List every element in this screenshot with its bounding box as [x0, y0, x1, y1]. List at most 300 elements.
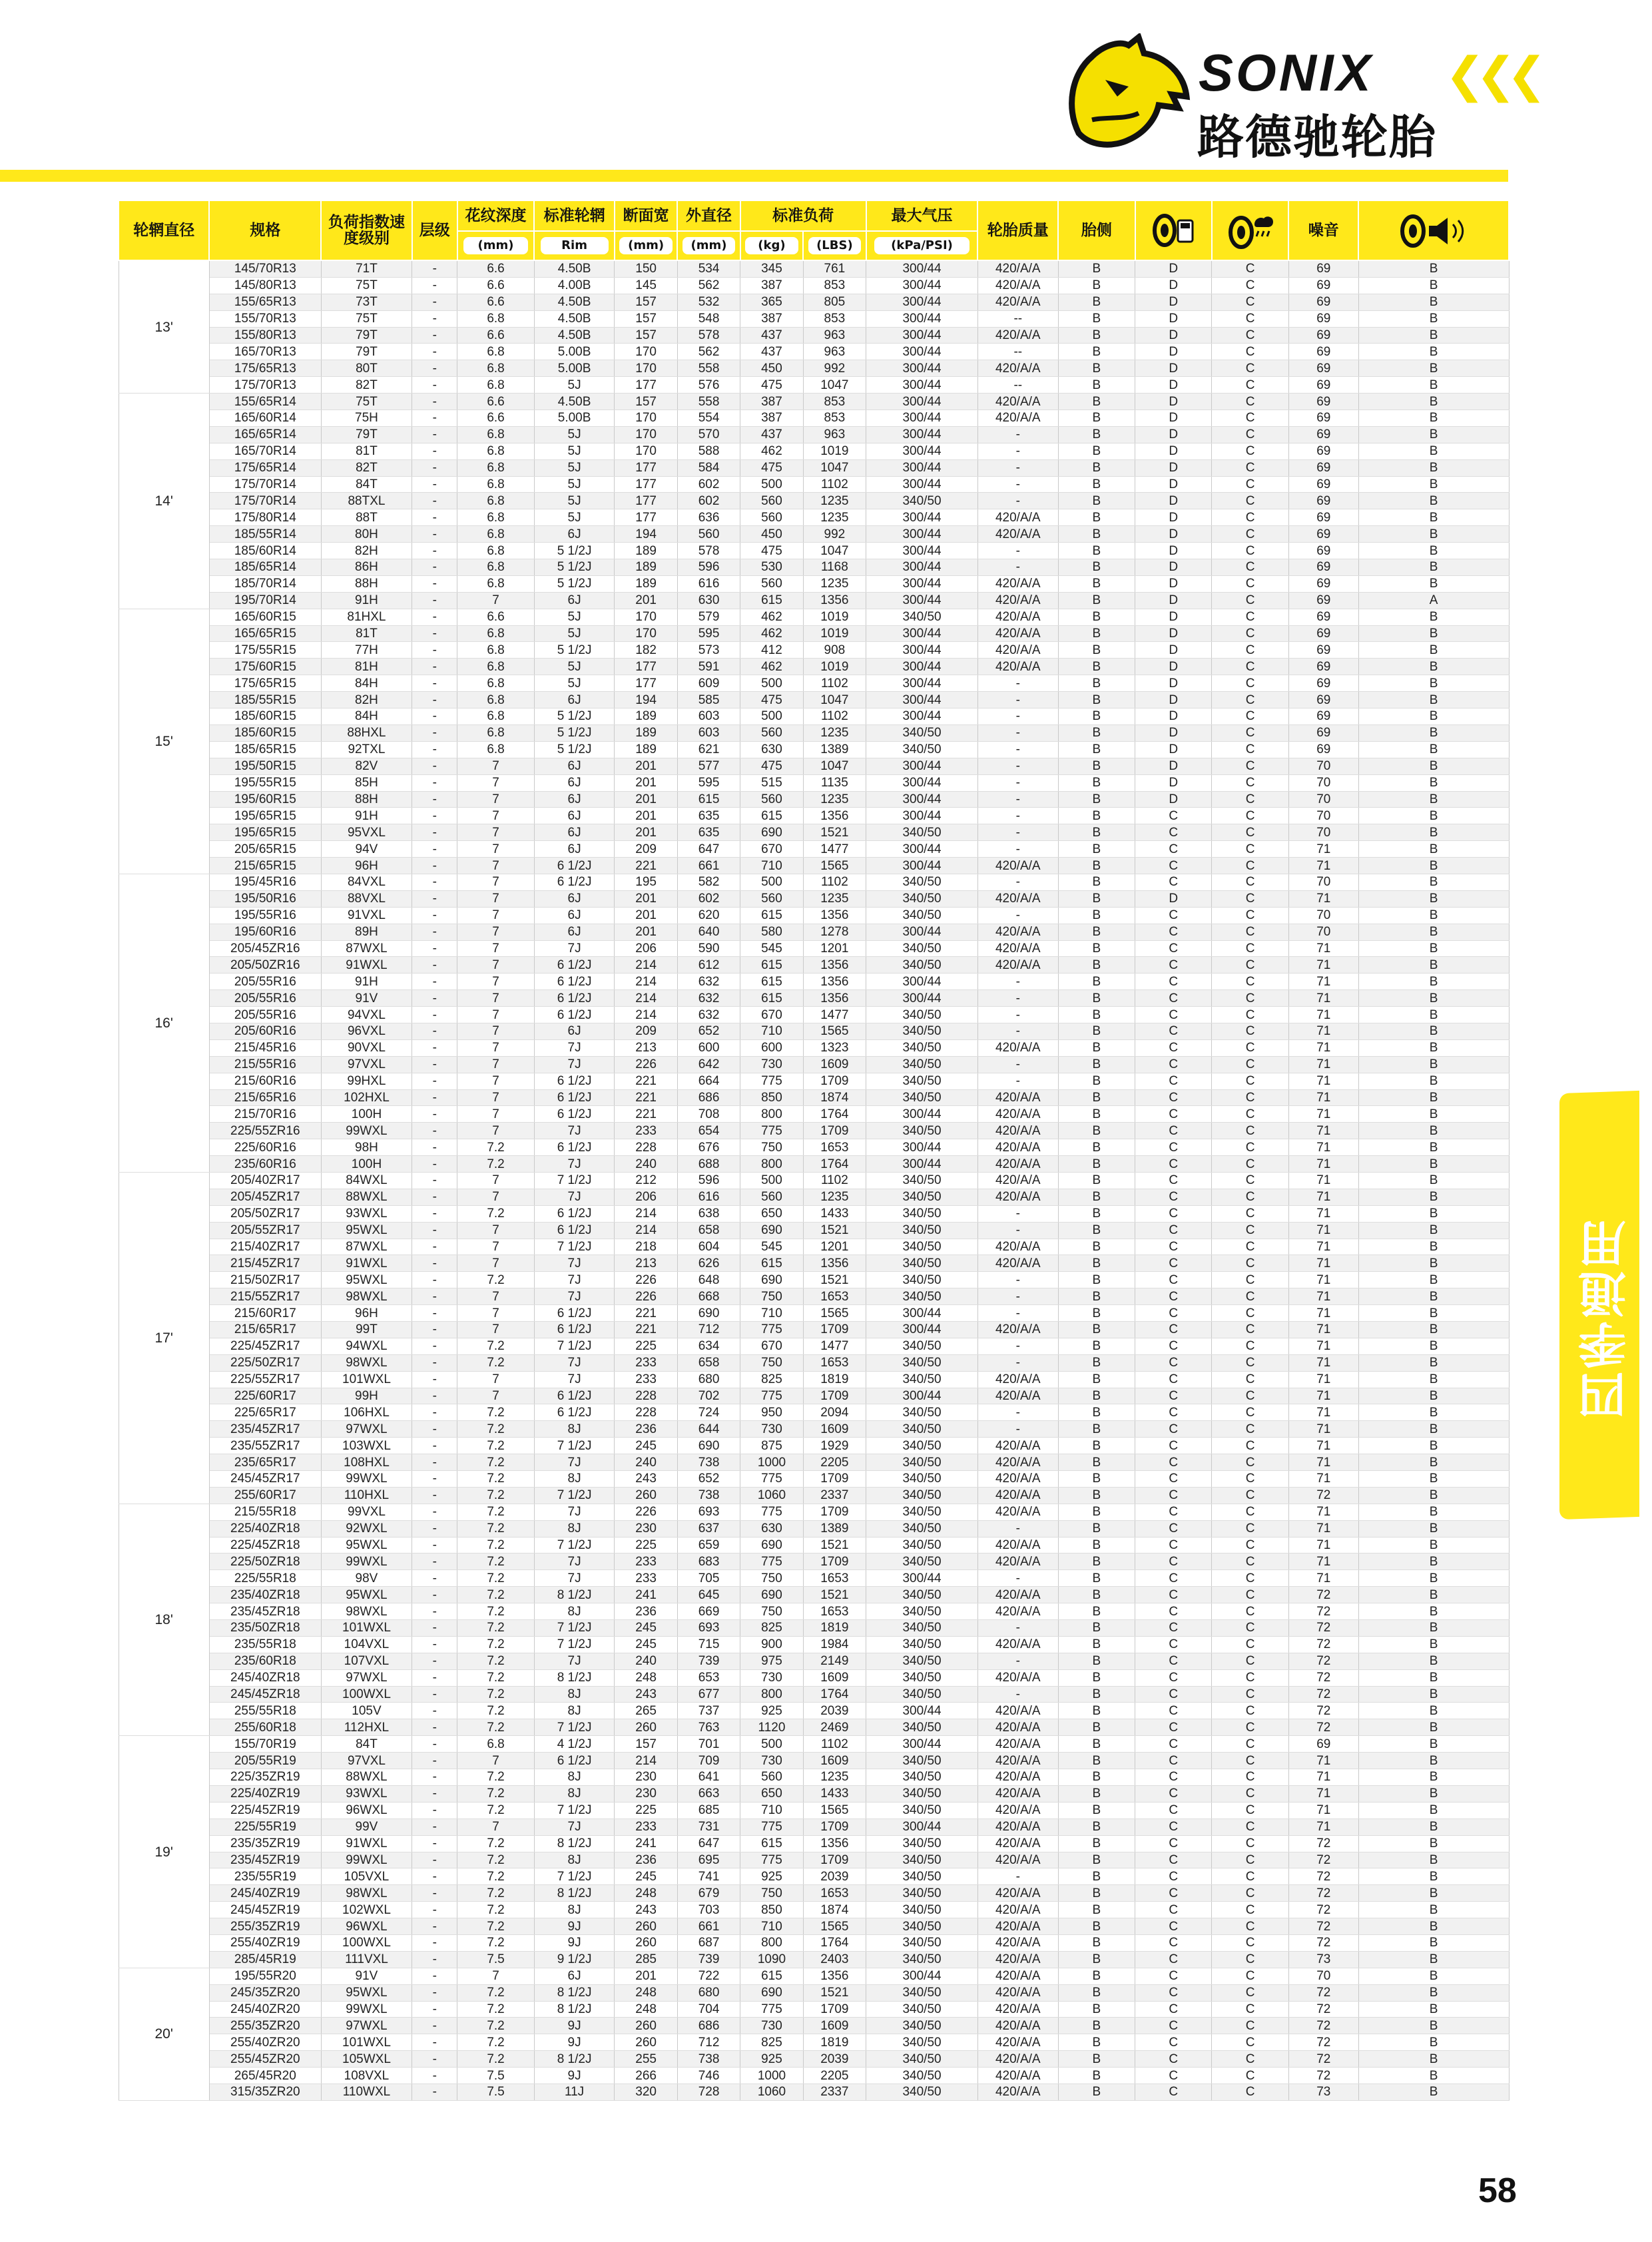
table-cell: 420/A/A	[977, 2051, 1058, 2068]
table-cell: 7.2	[457, 1835, 534, 1852]
table-cell: C	[1135, 1089, 1212, 1106]
table-cell: 7.2	[457, 2034, 534, 2051]
table-row	[119, 1802, 1509, 1819]
table-cell: 825	[740, 1371, 803, 1388]
table-cell: 105WXL	[321, 2051, 412, 2068]
table-row	[119, 1934, 1509, 1951]
table-cell: 195/55R15	[209, 774, 321, 791]
table-cell: 1477	[803, 1338, 866, 1354]
table-cell: 710	[740, 1802, 803, 1819]
header-row	[119, 200, 1509, 231]
table-cell: C	[1135, 1984, 1212, 2001]
table-row	[119, 294, 1509, 310]
table-cell: 1168	[803, 559, 866, 576]
table-cell: 560	[740, 791, 803, 808]
table-cell: 215/65R15	[209, 858, 321, 874]
table-cell: C	[1212, 907, 1288, 924]
table-cell: 70	[1288, 924, 1358, 940]
table-cell: 420/A/A	[977, 1902, 1058, 1918]
table-cell: 2039	[803, 1703, 866, 1719]
table-row	[119, 659, 1509, 675]
table-cell: 236	[615, 1852, 677, 1868]
table-cell: 214	[615, 974, 677, 990]
table-cell: 340/50	[866, 1172, 978, 1189]
table-cell: -	[977, 1222, 1058, 1239]
table-cell: B	[1358, 1719, 1509, 1736]
table-cell: B	[1358, 974, 1509, 990]
table-row	[119, 1255, 1509, 1272]
table-cell: 155/65R14	[209, 394, 321, 410]
table-cell: 641	[677, 1769, 740, 1786]
table-cell: 245/40ZR18	[209, 1669, 321, 1686]
table-cell: 84T	[321, 476, 412, 493]
table-cell: 4.50B	[534, 294, 615, 310]
table-cell: 7	[457, 1073, 534, 1089]
table-row	[119, 1918, 1509, 1935]
table-cell: 6 1/2J	[534, 990, 615, 1007]
table-cell: C	[1212, 708, 1288, 725]
table-cell: 616	[677, 575, 740, 592]
table-row	[119, 2084, 1509, 2100]
table-cell: 7	[457, 924, 534, 940]
table-cell: 71	[1288, 1769, 1358, 1786]
table-cell: 101WXL	[321, 1371, 412, 1388]
table-cell: B	[1058, 592, 1135, 609]
table-row	[119, 841, 1509, 858]
table-cell: -	[412, 1984, 457, 2001]
table-cell: B	[1358, 841, 1509, 858]
table-cell: 1323	[803, 1039, 866, 1056]
table-cell: D	[1135, 493, 1212, 509]
table-cell: 7 1/2J	[534, 1338, 615, 1354]
table-cell: 702	[677, 1388, 740, 1404]
table-cell: C	[1212, 310, 1288, 327]
table-cell: 644	[677, 1421, 740, 1438]
table-cell: 6J	[534, 774, 615, 791]
table-cell: 215/60R16	[209, 1073, 321, 1089]
table-cell: C	[1135, 1636, 1212, 1653]
table-row	[119, 377, 1509, 394]
table-cell: -	[412, 1753, 457, 1769]
table-cell: 420/A/A	[977, 526, 1058, 543]
table-cell: C	[1135, 2001, 1212, 2018]
table-cell: 194	[615, 526, 677, 543]
table-cell: -	[977, 1520, 1058, 1537]
table-cell: 93WXL	[321, 1785, 412, 1802]
table-cell: -	[412, 1653, 457, 1669]
table-cell: 420/A/A	[977, 1553, 1058, 1570]
table-cell: D	[1135, 675, 1212, 692]
table-cell: C	[1212, 1139, 1288, 1156]
table-cell: C	[1212, 1570, 1288, 1587]
table-cell: 88VXL	[321, 890, 412, 907]
table-cell: 7	[457, 1388, 534, 1404]
table-cell: 1389	[803, 741, 866, 758]
table-cell: 437	[740, 426, 803, 443]
rim-diameter-cell: 15'	[119, 609, 209, 874]
table-cell: 558	[677, 394, 740, 410]
table-cell: 1929	[803, 1438, 866, 1454]
table-cell: 739	[677, 1653, 740, 1669]
table-cell: 570	[677, 426, 740, 443]
table-cell: 340/50	[866, 1239, 978, 1255]
table-cell: 1521	[803, 824, 866, 841]
table-cell: B	[1058, 410, 1135, 427]
table-cell: 6 1/2J	[534, 858, 615, 874]
table-cell: 300/44	[866, 990, 978, 1007]
table-cell: C	[1135, 1504, 1212, 1520]
table-cell: 7.2	[457, 1686, 534, 1703]
table-cell: B	[1358, 277, 1509, 294]
table-cell: 260	[615, 2018, 677, 2034]
table-cell: 72	[1288, 1636, 1358, 1653]
table-cell: 420/A/A	[977, 2068, 1058, 2084]
table-cell: 71	[1288, 1322, 1358, 1338]
table-cell: 340/50	[866, 890, 978, 907]
table-cell: B	[1058, 741, 1135, 758]
table-cell: 690	[740, 1984, 803, 2001]
table-cell: 315/35ZR20	[209, 2084, 321, 2100]
table-cell: B	[1058, 1438, 1135, 1454]
table-cell: 7	[457, 1172, 534, 1189]
table-cell: 6J	[534, 758, 615, 774]
table-cell: 640	[677, 924, 740, 940]
table-row	[119, 1587, 1509, 1603]
table-cell: B	[1058, 1354, 1135, 1371]
table-cell: 7J	[534, 1570, 615, 1587]
table-cell: 578	[677, 327, 740, 344]
table-cell: 69	[1288, 476, 1358, 493]
table-cell: 248	[615, 1669, 677, 1686]
table-cell: 340/50	[866, 2018, 978, 2034]
table-cell: 475	[740, 758, 803, 774]
table-row	[119, 625, 1509, 642]
table-cell: 245	[615, 1868, 677, 1885]
table-cell: 7J	[534, 1123, 615, 1139]
table-cell: 300/44	[866, 277, 978, 294]
table-cell: 300/44	[866, 377, 978, 394]
table-cell: 205/55R19	[209, 1753, 321, 1769]
table-cell: C	[1212, 543, 1288, 559]
table-cell: 5 1/2J	[534, 724, 615, 741]
table-cell: B	[1058, 1205, 1135, 1222]
table-cell: 99H	[321, 1388, 412, 1404]
table-cell: 235/60R16	[209, 1156, 321, 1173]
table-cell: 69	[1288, 575, 1358, 592]
table-cell: 7	[457, 1189, 534, 1205]
table-cell: 72	[1288, 1719, 1358, 1736]
table-cell: 170	[615, 410, 677, 427]
table-cell: 739	[677, 1951, 740, 1968]
table-cell: 579	[677, 609, 740, 625]
table-cell: B	[1358, 1769, 1509, 1786]
table-cell: 1709	[803, 1322, 866, 1338]
table-cell: 4 1/2J	[534, 1736, 615, 1753]
table-cell: B	[1058, 327, 1135, 344]
table-cell: 71	[1288, 1106, 1358, 1123]
table-cell: -	[412, 1736, 457, 1753]
bear-head-logo-icon	[1065, 33, 1192, 160]
table-cell: 340/50	[866, 724, 978, 741]
table-cell: 7J	[534, 1189, 615, 1205]
table-cell: B	[1358, 509, 1509, 526]
table-cell: 88T	[321, 509, 412, 526]
table-cell: C	[1212, 858, 1288, 874]
table-row	[119, 310, 1509, 327]
table-cell: D	[1135, 791, 1212, 808]
table-cell: 71	[1288, 1139, 1358, 1156]
table-cell: 626	[677, 1255, 740, 1272]
table-cell: C	[1212, 1902, 1288, 1918]
table-cell: -	[412, 1272, 457, 1288]
table-cell: 420/A/A	[977, 890, 1058, 907]
table-cell: B	[1358, 1039, 1509, 1056]
table-cell: 71	[1288, 1189, 1358, 1205]
table-cell: 72	[1288, 1686, 1358, 1703]
table-cell: 260	[615, 1918, 677, 1935]
table-cell: 225/60R17	[209, 1388, 321, 1404]
table-cell: 92WXL	[321, 1520, 412, 1537]
table-cell: C	[1135, 924, 1212, 940]
table-cell: B	[1358, 327, 1509, 344]
table-cell: 300/44	[866, 1703, 978, 1719]
table-cell: -	[412, 260, 457, 277]
table-cell: 420/A/A	[977, 1089, 1058, 1106]
table-cell: 5 1/2J	[534, 642, 615, 659]
table-cell: 340/50	[866, 907, 978, 924]
table-row	[119, 1039, 1509, 1056]
table-cell: 90VXL	[321, 1039, 412, 1056]
table-cell: C	[1135, 1305, 1212, 1322]
table-cell: 99WXL	[321, 1123, 412, 1139]
table-cell: 6.8	[457, 426, 534, 443]
table-cell: 98WXL	[321, 1603, 412, 1620]
table-cell: 185/55R15	[209, 692, 321, 708]
table-cell: 534	[677, 260, 740, 277]
table-cell: 69	[1288, 310, 1358, 327]
table-cell: 69	[1288, 625, 1358, 642]
table-cell: 6.8	[457, 642, 534, 659]
table-row	[119, 575, 1509, 592]
table-cell: -	[977, 1404, 1058, 1421]
table-cell: B	[1358, 1984, 1509, 2001]
table-row	[119, 1984, 1509, 2001]
table-cell: 300/44	[866, 1819, 978, 1835]
table-cell: 72	[1288, 2068, 1358, 2084]
table-cell: 300/44	[866, 625, 978, 642]
table-row	[119, 1852, 1509, 1868]
table-cell: B	[1058, 609, 1135, 625]
table-cell: 850	[740, 1089, 803, 1106]
table-cell: 475	[740, 377, 803, 394]
table-cell: B	[1358, 924, 1509, 940]
table-row	[119, 724, 1509, 741]
table-cell: C	[1212, 1007, 1288, 1023]
table-cell: C	[1135, 940, 1212, 957]
table-cell: B	[1358, 1123, 1509, 1139]
table-cell: 650	[740, 1205, 803, 1222]
table-cell: D	[1135, 692, 1212, 708]
table-cell: 185/55R14	[209, 526, 321, 543]
table-cell: B	[1058, 1172, 1135, 1189]
table-row	[119, 1785, 1509, 1802]
table-cell: C	[1135, 1272, 1212, 1288]
table-cell: 7.2	[457, 2001, 534, 2018]
tire-spec-body	[119, 260, 1509, 2100]
table-cell: 340/50	[866, 1951, 978, 1968]
table-cell: B	[1358, 957, 1509, 974]
table-cell: 214	[615, 1222, 677, 1239]
table-cell: 724	[677, 1404, 740, 1421]
table-row	[119, 260, 1509, 277]
table-cell: B	[1058, 1951, 1135, 1968]
table-cell: 853	[803, 394, 866, 410]
table-cell: 1060	[740, 1487, 803, 1504]
table-cell: 7	[457, 1305, 534, 1322]
table-cell: -	[412, 2001, 457, 2018]
table-cell: B	[1358, 1902, 1509, 1918]
table-cell: 7	[457, 791, 534, 808]
table-cell: 5 1/2J	[534, 559, 615, 576]
table-cell: 214	[615, 957, 677, 974]
table-cell: 145/80R13	[209, 277, 321, 294]
table-cell: 6.8	[457, 310, 534, 327]
table-cell: 300/44	[866, 758, 978, 774]
table-cell: 7	[457, 1023, 534, 1039]
table-cell: 7	[457, 907, 534, 924]
table-cell: 69	[1288, 410, 1358, 427]
table-cell: 741	[677, 1868, 740, 1885]
table-cell: 7.5	[457, 1951, 534, 1968]
table-cell: 340/50	[866, 1471, 978, 1488]
table-cell: 241	[615, 1835, 677, 1852]
table-cell: 235/55R19	[209, 1868, 321, 1885]
table-cell: 1047	[803, 459, 866, 476]
table-cell: 175/55R15	[209, 642, 321, 659]
table-row	[119, 1404, 1509, 1421]
table-cell: 7 1/2J	[534, 1719, 615, 1736]
table-cell: -	[412, 1106, 457, 1123]
table-row	[119, 1438, 1509, 1454]
table-cell: 300/44	[866, 294, 978, 310]
table-cell: 240	[615, 1653, 677, 1669]
header-divider	[0, 170, 1508, 182]
table-cell: 450	[740, 526, 803, 543]
table-cell: 420/A/A	[977, 1984, 1058, 2001]
table-cell: 420/A/A	[977, 1172, 1058, 1189]
table-row	[119, 2034, 1509, 2051]
table-cell: 99WXL	[321, 2001, 412, 2018]
table-cell: C	[1212, 692, 1288, 708]
table-cell: 573	[677, 642, 740, 659]
table-cell: C	[1212, 493, 1288, 509]
table-cell: 87WXL	[321, 940, 412, 957]
table-cell: 69	[1288, 327, 1358, 344]
table-cell: 88H	[321, 791, 412, 808]
table-cell: 345	[740, 260, 803, 277]
table-cell: B	[1358, 1421, 1509, 1438]
table-cell: 420/A/A	[977, 410, 1058, 427]
table-cell: 69	[1288, 543, 1358, 559]
table-cell: C	[1212, 1835, 1288, 1852]
table-cell: 1060	[740, 2084, 803, 2100]
table-cell: 7	[457, 1255, 534, 1272]
table-cell: 1709	[803, 1504, 866, 1520]
table-cell: 71	[1288, 1354, 1358, 1371]
table-cell: 1565	[803, 858, 866, 874]
table-cell: 71	[1288, 1802, 1358, 1819]
table-cell: 87WXL	[321, 1239, 412, 1255]
table-cell: 206	[615, 1189, 677, 1205]
table-cell: 545	[740, 940, 803, 957]
table-cell: 91VXL	[321, 907, 412, 924]
table-cell: 560	[740, 1189, 803, 1205]
table-cell: 226	[615, 1288, 677, 1305]
table-cell: C	[1212, 2068, 1288, 2084]
table-cell: 1047	[803, 543, 866, 559]
table-cell: 615	[677, 791, 740, 808]
table-cell: -	[412, 1305, 457, 1322]
table-cell: 182	[615, 642, 677, 659]
table-cell: 71	[1288, 1537, 1358, 1553]
table-cell: 70	[1288, 758, 1358, 774]
table-cell: -	[412, 1719, 457, 1736]
table-cell: 420/A/A	[977, 1951, 1058, 1968]
table-cell: 80H	[321, 526, 412, 543]
table-cell: 233	[615, 1371, 677, 1388]
table-cell: 340/50	[866, 1553, 978, 1570]
table-cell: 340/50	[866, 1089, 978, 1106]
table-row	[119, 1537, 1509, 1553]
table-cell: 775	[740, 1123, 803, 1139]
table-cell: B	[1058, 1753, 1135, 1769]
table-cell: B	[1058, 1056, 1135, 1073]
table-cell: 300/44	[866, 1139, 978, 1156]
table-cell: 658	[677, 1222, 740, 1239]
table-cell: 340/50	[866, 1537, 978, 1553]
table-cell: B	[1358, 1338, 1509, 1354]
table-row	[119, 592, 1509, 609]
table-cell: B	[1058, 940, 1135, 957]
table-cell: D	[1135, 476, 1212, 493]
table-cell: C	[1135, 1338, 1212, 1354]
table-cell: 420/A/A	[977, 1753, 1058, 1769]
table-cell: B	[1358, 907, 1509, 924]
table-cell: 71	[1288, 1338, 1358, 1354]
table-cell: -	[977, 443, 1058, 459]
table-cell: 215/45ZR17	[209, 1255, 321, 1272]
table-row	[119, 791, 1509, 808]
table-row	[119, 1868, 1509, 1885]
table-row	[119, 758, 1509, 774]
table-cell: C	[1135, 808, 1212, 824]
table-cell: 150	[615, 260, 677, 277]
table-cell: B	[1058, 659, 1135, 675]
table-cell: B	[1358, 1305, 1509, 1322]
table-cell: C	[1135, 1769, 1212, 1786]
table-cell: 195/65R15	[209, 808, 321, 824]
table-cell: C	[1212, 1255, 1288, 1272]
table-cell: C	[1135, 1885, 1212, 1902]
table-cell: C	[1212, 924, 1288, 940]
table-cell: 710	[740, 858, 803, 874]
table-cell: B	[1058, 377, 1135, 394]
table-cell: 420/A/A	[977, 1487, 1058, 1504]
table-row	[119, 1305, 1509, 1322]
table-cell: 420/A/A	[977, 509, 1058, 526]
table-cell: D	[1135, 724, 1212, 741]
table-cell: -	[412, 1388, 457, 1404]
